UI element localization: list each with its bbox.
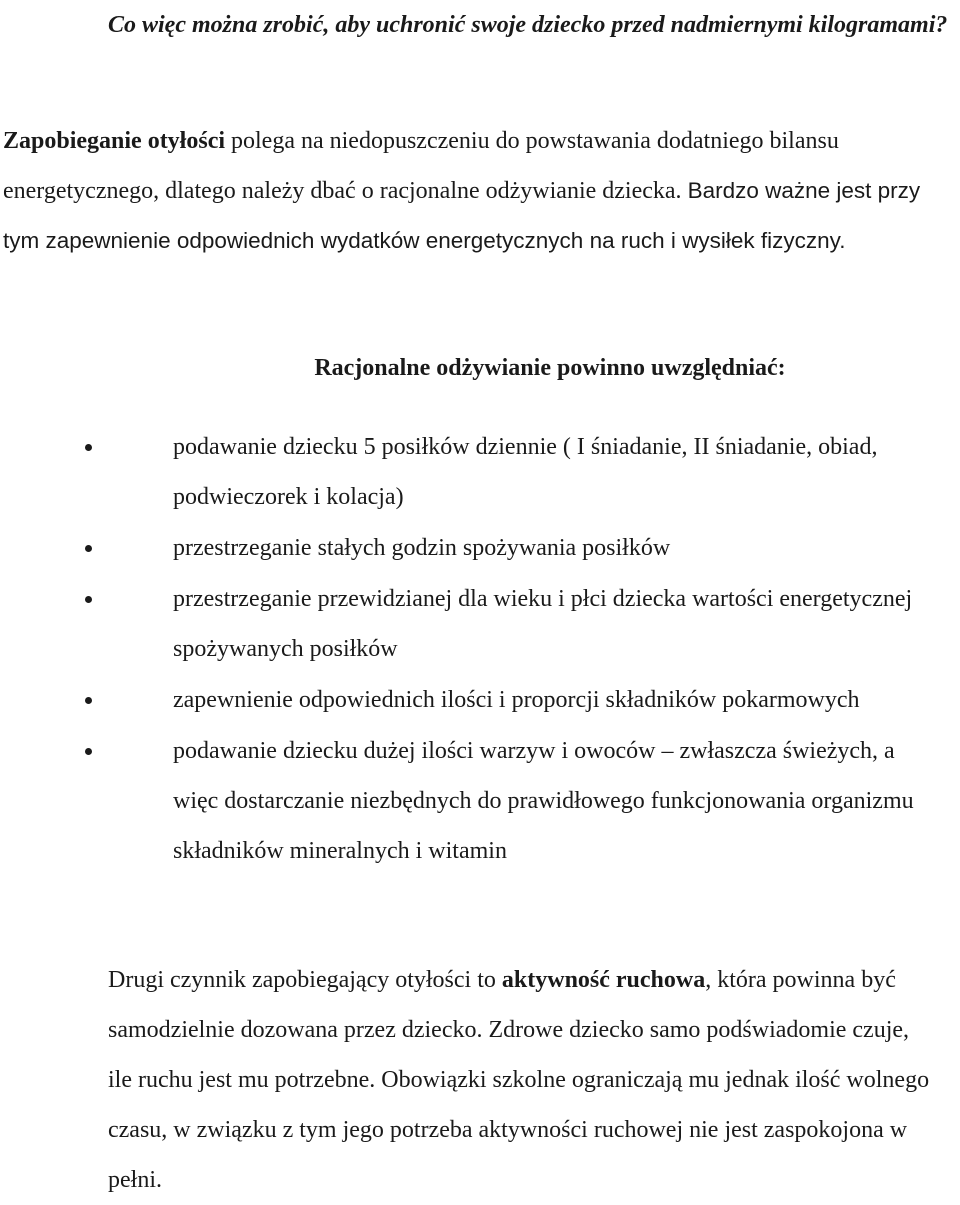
closing-text-part-1: Drugi czynnik zapobiegający otyłości to — [108, 967, 502, 993]
closing-key-term: aktywność ruchowa — [501, 967, 706, 993]
bullet-dot-icon — [85, 748, 92, 755]
intro-paragraph — [3, 116, 958, 266]
list-item — [0, 523, 933, 573]
closing-paragraph — [108, 955, 938, 1205]
section-question-heading: Co więc można zrobić, aby uchronić swoje dziecko przed nadmiernymi kilogramami? — [108, 12, 948, 38]
intro-text-part-2: Bardzo ważne jest przy tym zapewnienie odpowiednich wydatków energetycznych na ruch i wysiłek fizyczny. — [3, 178, 921, 253]
bullet-dot-icon — [85, 697, 92, 704]
list-item — [0, 574, 933, 674]
bullet-dot-icon — [85, 545, 92, 552]
list-item-text: przestrzeganie przewidzianej dla wieku i płci dziecka wartości energetycznej spożywanych posiłków — [173, 586, 913, 662]
intro-key-term: Zapobieganie otyłości — [3, 128, 226, 154]
list-item-text: zapewnienie odpowiednich ilości i proporcji składników pokarmowych — [173, 687, 860, 713]
list-title: Racjonalne odżywianie powinno uwzględniać: — [314, 355, 786, 381]
bullet-dot-icon — [85, 444, 92, 451]
list-item — [0, 726, 933, 876]
nutrition-recommendations-list — [0, 422, 960, 876]
closing-text-part-2: , która powinna być samodzielnie dozowana przez dziecko. Zdrowe dziecko samo podświadomie czuje, ile ruchu jest mu potrzebne. Obowiązki szkolne ograniczają mu jednak ilość wolnego czasu, w związku z tym jego potrzeba aktywności ruchowej nie jest zaspokojona w pełni. — [108, 967, 930, 1193]
list-item — [0, 422, 933, 522]
intro-text-part-1: polega na niedopuszczeniu do powstawania dodatniego bilansu energetycznego, dlatego należy dbać o racjonalne odżywianie dziecka. — [3, 128, 839, 204]
list-item — [0, 675, 933, 725]
list-item-text: podawanie dziecku 5 posiłków dziennie ( I śniadanie, II śniadanie, obiad, podwieczorek i kolacja) — [173, 434, 878, 510]
list-item-text: podawanie dziecku dużej ilości warzyw i owoców – zwłaszcza świeżych, a więc dostarczanie niezbędnych do prawidłowego funkcjonowania organizmu składników mineralnych i witamin — [173, 738, 914, 864]
list-item-text: przestrzeganie stałych godzin spożywania posiłków — [173, 535, 671, 561]
bullet-dot-icon — [85, 596, 92, 603]
